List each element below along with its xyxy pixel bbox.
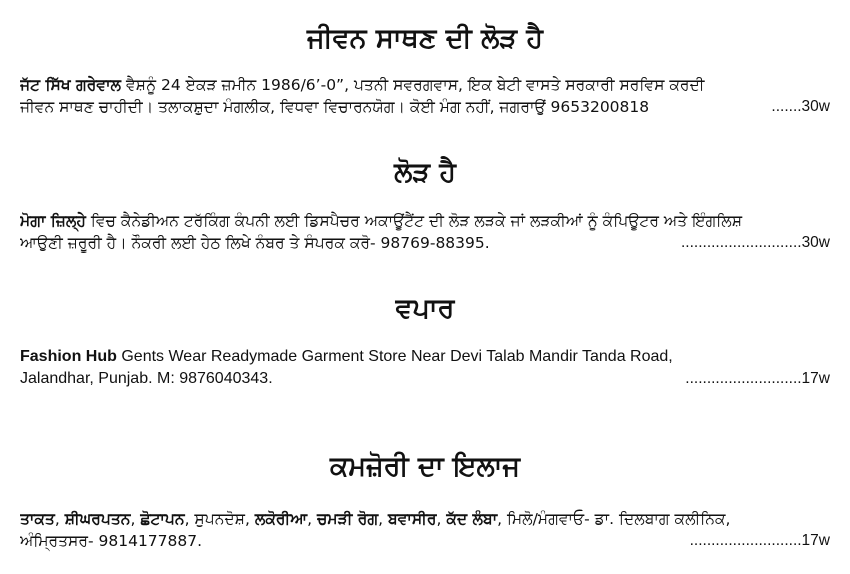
ad-sep: ,: [436, 510, 447, 528]
ad-line: [20, 346, 830, 368]
ad-term: ਤਾਕਤ: [20, 510, 55, 528]
ad-lead: ਮੋਗਾ ਜ਼ਿਲ੍ਹੇ: [20, 212, 86, 230]
ad-line1: Gents Wear Readymade Garment Store Near Devi Talab Mandir Tanda Road,: [121, 348, 673, 365]
ad-term: ਛੋਟਾਪਨ: [140, 510, 185, 528]
ad-word-count: ...........................17w: [685, 370, 830, 387]
ad-line: [20, 210, 830, 232]
ad-wanted: [20, 210, 830, 254]
ad-text: [20, 346, 673, 368]
ad-line: [20, 530, 830, 552]
ad-sep: ,: [130, 510, 141, 528]
ad-term: ਕੱਦ ਲੰਬਾ: [446, 510, 498, 528]
ad-business: [20, 346, 830, 390]
ad-line2: ਆਉਣੀ ਜ਼ਰੂਰੀ ਹੈ। ਨੌਕਰੀ ਲਈ ਹੇਠ ਲਿਖੇ ਨੰਬਰ ਤੇ ਸੰਪਰਕ ਕਰੋ- 98769-88395.: [20, 234, 490, 252]
ad-line: [20, 96, 830, 118]
ad-term: ਚਮੜੀ ਰੋਗ: [316, 510, 379, 528]
ad-term: ਸ਼ੀਘਰਪਤਨ: [64, 510, 131, 528]
ad-line1: ਵਿਚ ਕੈਨੇਡੀਅਨ ਟਰੱਕਿੰਗ ਕੰਪਨੀ ਲਈ ਡਿਸਪੈਚਰ ਅਕਾਊਂਟੈਂਟ ਦੀ ਲੋੜ ਲੜਕੇ ਜਾਂ ਲੜਕੀਆਂ ਨੂੰ ਕੰਪਿਊਟਰ ਅਤੇ ਇੰਗਲਿਸ਼: [90, 212, 743, 230]
ad-term: ਬਵਾਸੀਰ: [388, 510, 437, 528]
ad-matrimonial: [20, 74, 830, 118]
ad-line2: ਜੀਵਨ ਸਾਥਣ ਚਾਹੀਦੀ। ਤਲਾਕਸ਼ੁਦਾ ਮੰਗਲੀਕ, ਵਿਧਵਾ ਵਿਚਾਰਨਯੋਗ। ਕੋਈ ਮੰਗ ਨਹੀਂ, ਜਗਰਾਉਂ 9653200818: [20, 98, 650, 116]
ad-line2: Jalandhar, Punjab. M: 9876040343.: [20, 370, 273, 387]
ad-line: [20, 74, 830, 96]
heading-matrimonial: ਜੀਵਨ ਸਾਥਣ ਦੀ ਲੋੜ ਹੈ: [307, 23, 543, 54]
ad-lead: Fashion Hub: [20, 348, 117, 365]
ad-word-count: ..........................17w: [689, 532, 830, 549]
ad-sep: , ਮਿਲੋ/ਮੰਗਵਾਓ- ਡਾ. ਦਿਲਬਾਗ ਕਲੀਨਿਕ,: [497, 510, 731, 528]
ad-sep: ,: [307, 510, 317, 528]
ad-sep: ,: [378, 510, 389, 528]
ad-line: [20, 508, 830, 530]
ad-line1: ਵੈਸ਼ਨੂੰ 24 ਏਕੜ ਜ਼ਮੀਨ 1986/6’-0”, ਪਤਨੀ ਸਵਰਗਵਾਸ, ਇਕ ਬੇਟੀ ਵਾਸਤੇ ਸਰਕਾਰੀ ਸਰਵਿਸ ਕਰਦੀ: [125, 76, 705, 94]
ad-text: [20, 508, 730, 530]
ad-sep: ,: [54, 510, 65, 528]
ad-sep: , ਸੁਪਨਦੋਸ਼,: [184, 510, 255, 528]
ad-text: [20, 210, 742, 232]
ad-text: [20, 74, 704, 96]
ad-line2: ਅੰਮ੍ਰਿਤਸਰ- 9814177887.: [20, 532, 203, 550]
ad-treatment: [20, 508, 830, 552]
ad-lead: ਜੱਟ ਸਿੱਖ ਗਰੇਵਾਲ: [20, 76, 122, 94]
ad-line: [20, 368, 830, 390]
heading-wanted: ਲੋੜ ਹੈ: [394, 157, 456, 188]
ad-line: [20, 232, 830, 254]
ad-word-count: .......30w: [771, 98, 830, 115]
heading-treatment: ਕਮਜ਼ੋਰੀ ਦਾ ਇਲਾਜ: [329, 451, 521, 482]
heading-business: ਵਪਾਰ: [395, 293, 455, 324]
ad-word-count: ............................30w: [680, 234, 830, 251]
ad-term: ਲਕੋਰੀਆ: [254, 510, 308, 528]
